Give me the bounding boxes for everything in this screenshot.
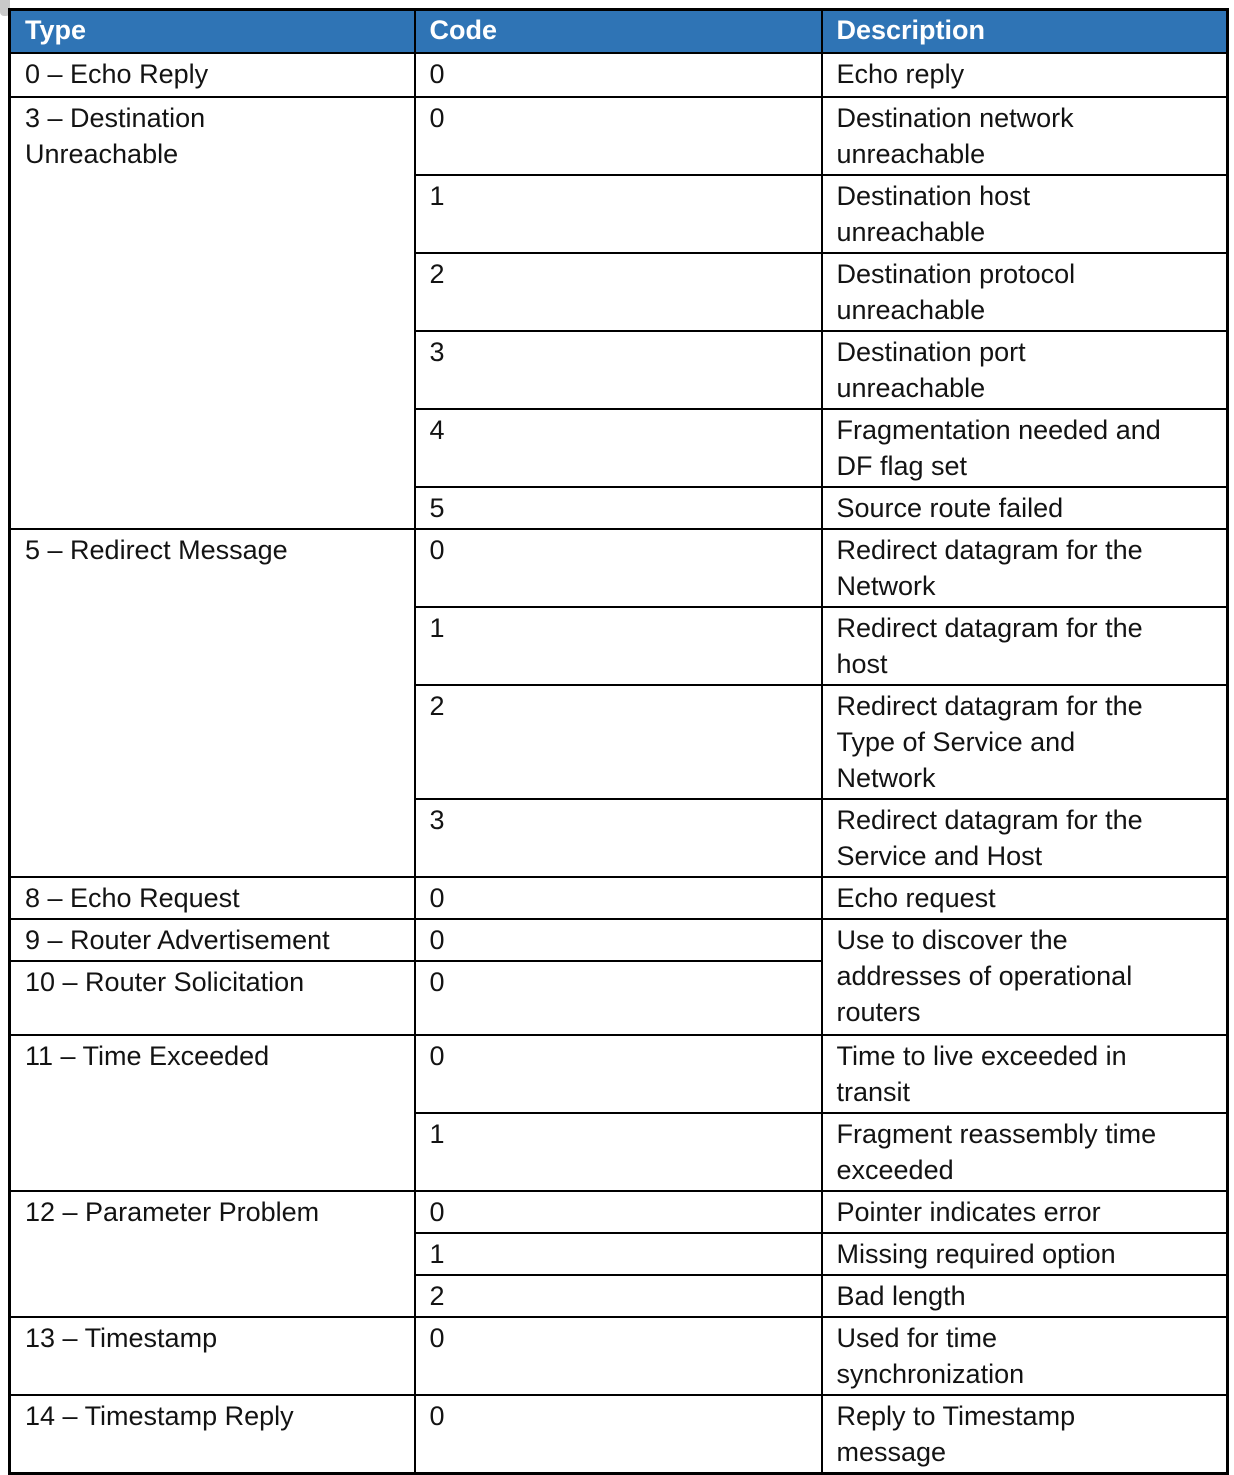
code-cell: 2 bbox=[415, 685, 822, 799]
column-header-description: Description bbox=[822, 10, 1228, 54]
desc-cell: Pointer indicates error bbox=[822, 1191, 1228, 1233]
table-row bbox=[10, 1317, 1228, 1395]
type-cell: 10 – Router Solicitation bbox=[10, 961, 415, 1035]
code-cell: 1 bbox=[415, 175, 822, 253]
table-row bbox=[10, 1035, 1228, 1113]
column-header-code: Code bbox=[415, 10, 822, 54]
table-row bbox=[10, 877, 1228, 919]
desc-cell: Destination protocol unreachable bbox=[822, 253, 1228, 331]
type-cell: 11 – Time Exceeded bbox=[10, 1035, 415, 1191]
type-cell: 0 – Echo Reply bbox=[10, 53, 415, 97]
desc-cell: Destination host unreachable bbox=[822, 175, 1228, 253]
table-row bbox=[10, 529, 1228, 607]
desc-cell: Use to discover the addresses of operational routers bbox=[822, 919, 1228, 1035]
code-cell: 0 bbox=[415, 919, 822, 961]
type-cell: 5 – Redirect Message bbox=[10, 529, 415, 877]
code-cell: 2 bbox=[415, 1275, 822, 1317]
desc-cell: Destination network unreachable bbox=[822, 97, 1228, 175]
table-row bbox=[10, 53, 1228, 97]
code-cell: 1 bbox=[415, 607, 822, 685]
code-cell: 0 bbox=[415, 529, 822, 607]
desc-cell: Redirect datagram for the Network bbox=[822, 529, 1228, 607]
code-cell: 0 bbox=[415, 1035, 822, 1113]
desc-cell: Echo reply bbox=[822, 53, 1228, 97]
type-cell: 3 – Destination Unreachable bbox=[10, 97, 415, 529]
desc-cell: Redirect datagram for the Type of Service and Network bbox=[822, 685, 1228, 799]
type-cell: 12 – Parameter Problem bbox=[10, 1191, 415, 1317]
code-cell: 0 bbox=[415, 1395, 822, 1474]
desc-cell: Redirect datagram for the host bbox=[822, 607, 1228, 685]
desc-cell: Destination port unreachable bbox=[822, 331, 1228, 409]
code-cell: 5 bbox=[415, 487, 822, 529]
desc-cell: Echo request bbox=[822, 877, 1228, 919]
code-cell: 3 bbox=[415, 331, 822, 409]
header-row bbox=[10, 10, 1228, 54]
table-row bbox=[10, 1395, 1228, 1474]
type-cell: 13 – Timestamp bbox=[10, 1317, 415, 1395]
desc-cell: Source route failed bbox=[822, 487, 1228, 529]
code-cell: 0 bbox=[415, 53, 822, 97]
table-row bbox=[10, 1191, 1228, 1233]
table-row bbox=[10, 97, 1228, 175]
code-cell: 3 bbox=[415, 799, 822, 877]
icmp-types-table bbox=[8, 8, 1229, 1475]
code-cell: 0 bbox=[415, 97, 822, 175]
desc-cell: Missing required option bbox=[822, 1233, 1228, 1275]
desc-cell: Fragmentation needed and DF flag set bbox=[822, 409, 1228, 487]
type-cell: 9 – Router Advertisement bbox=[10, 919, 415, 961]
type-cell: 14 – Timestamp Reply bbox=[10, 1395, 415, 1474]
column-header-type: Type bbox=[10, 10, 415, 54]
desc-cell: Bad length bbox=[822, 1275, 1228, 1317]
desc-cell: Fragment reassembly time exceeded bbox=[822, 1113, 1228, 1191]
code-cell: 1 bbox=[415, 1233, 822, 1275]
desc-cell: Time to live exceeded in transit bbox=[822, 1035, 1228, 1113]
desc-cell: Used for time synchronization bbox=[822, 1317, 1228, 1395]
desc-cell: Redirect datagram for the Service and Host bbox=[822, 799, 1228, 877]
code-cell: 0 bbox=[415, 961, 822, 1035]
code-cell: 0 bbox=[415, 1191, 822, 1233]
desc-cell: Reply to Timestamp message bbox=[822, 1395, 1228, 1474]
code-cell: 4 bbox=[415, 409, 822, 487]
type-cell: 8 – Echo Request bbox=[10, 877, 415, 919]
code-cell: 1 bbox=[415, 1113, 822, 1191]
code-cell: 0 bbox=[415, 877, 822, 919]
code-cell: 2 bbox=[415, 253, 822, 331]
table-row bbox=[10, 919, 1228, 961]
code-cell: 0 bbox=[415, 1317, 822, 1395]
